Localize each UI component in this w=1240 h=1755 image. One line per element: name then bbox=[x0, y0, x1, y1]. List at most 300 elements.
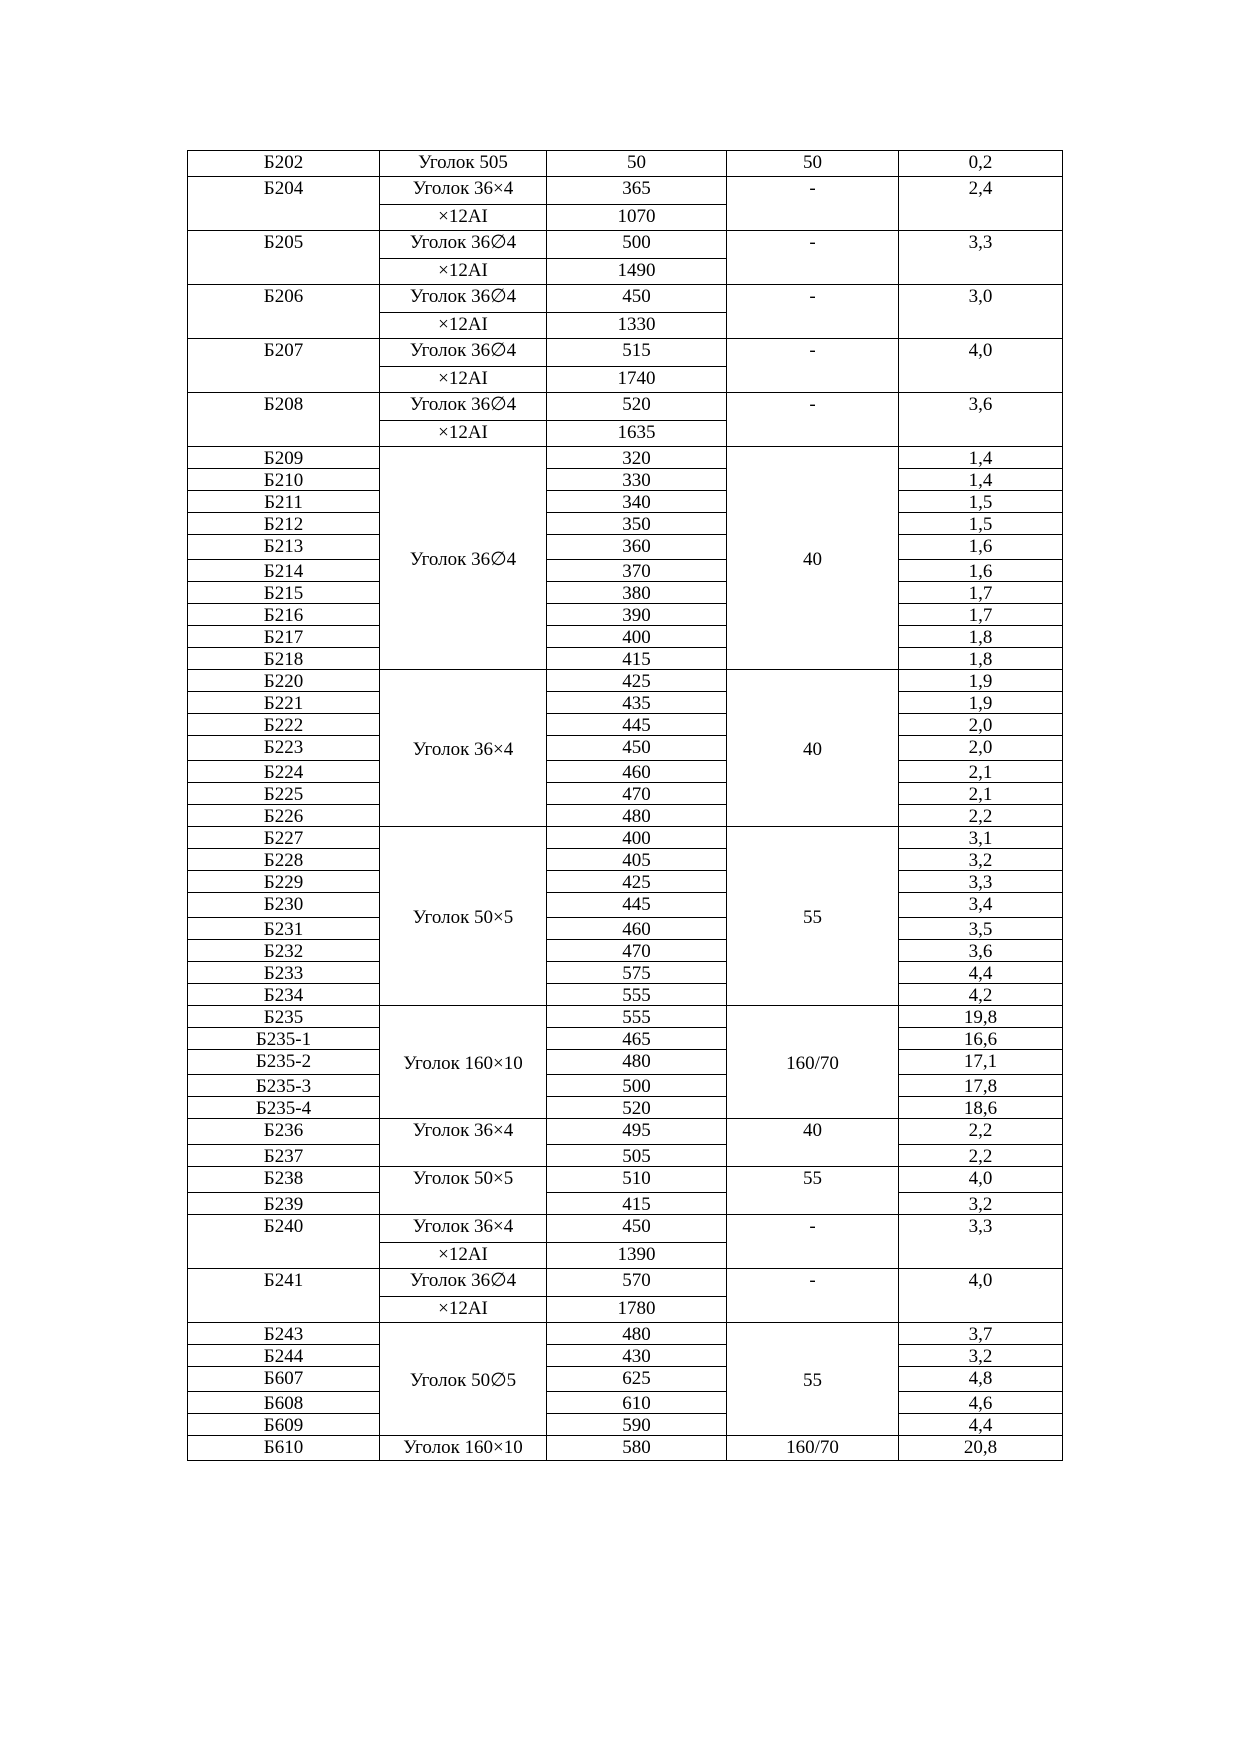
cell-text: 3,3 bbox=[968, 872, 993, 893]
cell-text: ×12АI bbox=[438, 368, 488, 389]
cell-text: Б228 bbox=[263, 850, 304, 871]
cell-text: 4,2 bbox=[968, 985, 993, 1006]
cell-text: 19,8 bbox=[963, 1007, 998, 1028]
cell-text: ×12АI bbox=[438, 422, 488, 443]
cell-text: 2,4 bbox=[968, 178, 993, 199]
cell-text: 1,4 bbox=[968, 470, 993, 491]
table-cell bbox=[727, 231, 899, 285]
table-cell bbox=[727, 393, 899, 447]
table-cell bbox=[188, 151, 380, 177]
table-cell bbox=[899, 962, 1063, 984]
table-cell bbox=[547, 231, 727, 259]
table-cell bbox=[547, 1269, 727, 1297]
table-cell bbox=[380, 447, 547, 670]
cell-text: 570 bbox=[622, 1270, 651, 1291]
cell-text: 0,2 bbox=[968, 152, 993, 173]
table-row bbox=[188, 1367, 1063, 1392]
table-cell bbox=[899, 761, 1063, 783]
cell-text: - bbox=[809, 1216, 816, 1237]
table-row bbox=[188, 761, 1063, 783]
table-cell bbox=[547, 736, 727, 761]
cell-text: Б244 bbox=[263, 1346, 304, 1367]
table-cell bbox=[547, 1097, 727, 1119]
table-cell bbox=[547, 1167, 727, 1193]
cell-text: Б608 bbox=[263, 1393, 304, 1414]
cell-text: Б211 bbox=[264, 492, 303, 513]
cell-text: 610 bbox=[622, 1393, 651, 1414]
table-cell bbox=[547, 626, 727, 648]
table-cell bbox=[380, 670, 547, 827]
cell-text: 2,2 bbox=[968, 1120, 993, 1141]
table-cell bbox=[899, 1367, 1063, 1392]
table-cell bbox=[188, 670, 380, 692]
table-cell bbox=[899, 849, 1063, 871]
cell-text: - bbox=[809, 394, 816, 415]
cell-text: 1,9 bbox=[968, 671, 993, 692]
table-row bbox=[188, 1269, 1063, 1297]
table-cell bbox=[188, 871, 380, 893]
table-cell bbox=[188, 339, 380, 393]
cell-text: ×12АI bbox=[438, 1298, 488, 1319]
table-cell bbox=[899, 513, 1063, 535]
cell-text: Б235 bbox=[263, 1007, 304, 1028]
table-cell bbox=[188, 1269, 380, 1323]
cell-text: 480 bbox=[622, 1324, 651, 1345]
table-cell bbox=[899, 940, 1063, 962]
table-cell bbox=[899, 604, 1063, 626]
table-cell bbox=[188, 535, 380, 560]
table-cell bbox=[899, 1050, 1063, 1075]
cell-text: 1,8 bbox=[968, 649, 993, 670]
table-cell bbox=[188, 692, 380, 714]
table-cell bbox=[188, 231, 380, 285]
cell-text: 370 bbox=[622, 561, 651, 582]
table-cell bbox=[547, 535, 727, 560]
cell-text: - bbox=[809, 232, 816, 253]
table-cell bbox=[899, 1436, 1063, 1461]
cell-text: 365 bbox=[622, 178, 651, 199]
table-cell bbox=[188, 805, 380, 827]
cell-text: Уголок 36∅4 bbox=[409, 1270, 517, 1291]
table-row bbox=[188, 447, 1063, 469]
table-cell bbox=[188, 761, 380, 783]
table-cell bbox=[188, 285, 380, 339]
table-cell bbox=[899, 1075, 1063, 1097]
table-cell bbox=[547, 1145, 727, 1167]
cell-text: 1,5 bbox=[968, 492, 993, 513]
cell-text: 1,6 bbox=[968, 561, 993, 582]
cell-text: 3,1 bbox=[968, 828, 993, 849]
cell-text: 460 bbox=[622, 919, 651, 940]
table-cell bbox=[380, 339, 547, 367]
cell-text: 3,6 bbox=[968, 941, 993, 962]
table-cell bbox=[380, 1269, 547, 1297]
table-row bbox=[188, 491, 1063, 513]
table-cell bbox=[547, 313, 727, 339]
table-cell bbox=[188, 1436, 380, 1461]
table-cell bbox=[188, 648, 380, 670]
cell-text: 445 bbox=[622, 894, 651, 915]
table-cell bbox=[547, 849, 727, 871]
table-cell bbox=[727, 1323, 899, 1436]
cell-text: 330 bbox=[622, 470, 651, 491]
table-cell bbox=[899, 1323, 1063, 1345]
cell-text: 1,8 bbox=[968, 627, 993, 648]
table-cell bbox=[547, 648, 727, 670]
cell-text: Б216 bbox=[263, 605, 304, 626]
cell-text: 3,2 bbox=[968, 1194, 993, 1215]
table-row bbox=[188, 849, 1063, 871]
cell-text: Уголок 36∅4 bbox=[409, 340, 517, 361]
table-cell bbox=[547, 918, 727, 940]
cell-text: 350 bbox=[622, 514, 651, 535]
cell-text: 400 bbox=[622, 828, 651, 849]
cell-text: Б235-2 bbox=[255, 1051, 312, 1072]
table-cell bbox=[899, 783, 1063, 805]
table-cell bbox=[899, 984, 1063, 1006]
cell-text: Б227 bbox=[263, 828, 304, 849]
table-cell bbox=[547, 1367, 727, 1392]
cell-text: Уголок 36×4 bbox=[412, 178, 514, 199]
cell-text: 4,6 bbox=[968, 1393, 993, 1414]
table-cell bbox=[727, 151, 899, 177]
table-cell bbox=[899, 1145, 1063, 1167]
table-row bbox=[188, 692, 1063, 714]
cell-text: Уголок 505 bbox=[418, 152, 508, 173]
table-cell bbox=[547, 761, 727, 783]
cell-text: Б213 bbox=[263, 536, 304, 557]
table-row bbox=[188, 1006, 1063, 1028]
cell-text: 2,0 bbox=[968, 737, 993, 758]
table-row bbox=[188, 783, 1063, 805]
table-cell bbox=[188, 491, 380, 513]
table-cell bbox=[547, 604, 727, 626]
table-cell bbox=[188, 1367, 380, 1392]
cell-text: 3,7 bbox=[968, 1324, 993, 1345]
cell-text: 55 bbox=[803, 1369, 822, 1391]
table-row bbox=[188, 1075, 1063, 1097]
table-cell bbox=[899, 893, 1063, 918]
table-cell bbox=[899, 1215, 1063, 1269]
cell-text: Уголок 50∅5 bbox=[409, 1369, 517, 1391]
table-cell bbox=[727, 1119, 899, 1167]
cell-text: 160/70 bbox=[786, 1437, 839, 1458]
cell-text: 400 bbox=[622, 627, 651, 648]
table-cell bbox=[380, 231, 547, 259]
table-cell bbox=[547, 259, 727, 285]
cell-text: ×12АI bbox=[438, 314, 488, 335]
table-cell bbox=[547, 893, 727, 918]
cell-text: 495 bbox=[622, 1120, 651, 1141]
cell-text: 16,6 bbox=[963, 1029, 998, 1050]
table-cell bbox=[188, 1323, 380, 1345]
table-cell bbox=[547, 582, 727, 604]
table-cell bbox=[547, 421, 727, 447]
cell-text: Б208 bbox=[263, 394, 304, 415]
cell-text: 1,7 bbox=[968, 605, 993, 626]
table-cell bbox=[547, 1414, 727, 1436]
table-row bbox=[188, 469, 1063, 491]
table-cell bbox=[547, 1006, 727, 1028]
table-row bbox=[188, 1215, 1063, 1243]
table-cell bbox=[188, 1392, 380, 1414]
table-cell bbox=[899, 918, 1063, 940]
cell-text: Б205 bbox=[263, 232, 304, 253]
cell-text: Б209 bbox=[263, 448, 304, 469]
cell-text: Б229 bbox=[263, 872, 304, 893]
cell-text: 520 bbox=[622, 394, 651, 415]
table-cell bbox=[188, 560, 380, 582]
cell-text: 460 bbox=[622, 762, 651, 783]
table-row bbox=[188, 231, 1063, 259]
table-cell bbox=[188, 1215, 380, 1269]
cell-text: 555 bbox=[622, 1007, 651, 1028]
table-row bbox=[188, 648, 1063, 670]
table-cell bbox=[188, 1050, 380, 1075]
table-row bbox=[188, 626, 1063, 648]
table-cell bbox=[188, 1167, 380, 1193]
cell-text: 520 bbox=[622, 1098, 651, 1119]
table-cell bbox=[899, 151, 1063, 177]
cell-text: 3,6 bbox=[968, 394, 993, 415]
table-cell bbox=[899, 871, 1063, 893]
table-cell bbox=[899, 1097, 1063, 1119]
table-cell bbox=[188, 783, 380, 805]
table-cell bbox=[188, 940, 380, 962]
cell-text: ×12АI bbox=[438, 1244, 488, 1265]
cell-text: ×12АI bbox=[438, 206, 488, 227]
table-cell bbox=[547, 1050, 727, 1075]
table-cell bbox=[547, 1243, 727, 1269]
table-cell bbox=[380, 1006, 547, 1119]
cell-text: 55 bbox=[803, 906, 822, 928]
cell-text: 55 bbox=[803, 1168, 822, 1189]
table-cell bbox=[899, 177, 1063, 231]
table-row bbox=[188, 827, 1063, 849]
table-cell bbox=[899, 670, 1063, 692]
table-cell bbox=[727, 1436, 899, 1461]
table-cell bbox=[547, 491, 727, 513]
cell-text: 3,2 bbox=[968, 1346, 993, 1367]
cell-text: - bbox=[809, 286, 816, 307]
cell-text: 500 bbox=[622, 232, 651, 253]
table-row bbox=[188, 560, 1063, 582]
cell-text: Б235-1 bbox=[255, 1029, 312, 1050]
cell-text: 2,0 bbox=[968, 715, 993, 736]
table-cell bbox=[899, 1006, 1063, 1028]
table-body bbox=[188, 151, 1063, 1461]
table-cell bbox=[188, 918, 380, 940]
table-cell bbox=[380, 1215, 547, 1243]
cell-text: Б218 bbox=[263, 649, 304, 670]
table-cell bbox=[188, 893, 380, 918]
table-row bbox=[188, 151, 1063, 177]
table-cell bbox=[727, 1006, 899, 1119]
table-cell bbox=[380, 1297, 547, 1323]
cell-text: 3,3 bbox=[968, 1216, 993, 1237]
table-cell bbox=[188, 736, 380, 761]
table-cell bbox=[899, 626, 1063, 648]
table-cell bbox=[727, 1167, 899, 1215]
table-cell bbox=[380, 205, 547, 231]
table-cell bbox=[547, 151, 727, 177]
table-cell bbox=[547, 1436, 727, 1461]
cell-text: 1,6 bbox=[968, 536, 993, 557]
table-cell bbox=[899, 1269, 1063, 1323]
cell-text: Б233 bbox=[263, 963, 304, 984]
cell-text: 1390 bbox=[617, 1244, 656, 1265]
cell-text: Б221 bbox=[263, 693, 304, 714]
table-cell bbox=[547, 984, 727, 1006]
table-cell bbox=[380, 1323, 547, 1436]
table-cell bbox=[380, 285, 547, 313]
table-cell bbox=[547, 783, 727, 805]
cell-text: 340 bbox=[622, 492, 651, 513]
table-cell bbox=[899, 827, 1063, 849]
cell-text: 1780 bbox=[617, 1298, 656, 1319]
cell-text: Б220 bbox=[263, 671, 304, 692]
cell-text: Уголок 160×10 bbox=[403, 1052, 523, 1074]
table-row bbox=[188, 1145, 1063, 1167]
table-cell bbox=[727, 827, 899, 1006]
table-cell bbox=[547, 447, 727, 469]
table-cell bbox=[727, 1215, 899, 1269]
table-cell bbox=[727, 177, 899, 231]
cell-text: 405 bbox=[622, 850, 651, 871]
table-cell bbox=[547, 871, 727, 893]
table-row bbox=[188, 1436, 1063, 1461]
cell-text: 4,0 bbox=[968, 1270, 993, 1291]
table-row bbox=[188, 582, 1063, 604]
cell-text: 480 bbox=[622, 806, 651, 827]
table-cell bbox=[727, 670, 899, 827]
table-row bbox=[188, 805, 1063, 827]
table-cell bbox=[547, 1193, 727, 1215]
table-row bbox=[188, 1323, 1063, 1345]
table-cell bbox=[547, 714, 727, 736]
table-cell bbox=[899, 560, 1063, 582]
table-cell bbox=[380, 1167, 547, 1215]
cell-text: Б610 bbox=[263, 1437, 304, 1458]
cell-text: 40 bbox=[803, 738, 822, 760]
table-cell bbox=[899, 393, 1063, 447]
table-row bbox=[188, 393, 1063, 421]
table-cell bbox=[547, 1215, 727, 1243]
table-cell bbox=[899, 714, 1063, 736]
table-row bbox=[188, 604, 1063, 626]
table-cell bbox=[547, 177, 727, 205]
table-cell bbox=[899, 339, 1063, 393]
table-cell bbox=[547, 560, 727, 582]
table-cell bbox=[188, 393, 380, 447]
table-cell bbox=[547, 393, 727, 421]
table-row bbox=[188, 1097, 1063, 1119]
table-row bbox=[188, 736, 1063, 761]
cell-text: Б609 bbox=[263, 1415, 304, 1436]
table-cell bbox=[188, 469, 380, 491]
table-row bbox=[188, 1414, 1063, 1436]
cell-text: Уголок 50×5 bbox=[412, 1168, 514, 1189]
table-cell bbox=[547, 205, 727, 231]
cell-text: 1490 bbox=[617, 260, 656, 281]
cell-text: 320 bbox=[622, 448, 651, 469]
table-cell bbox=[547, 1028, 727, 1050]
cell-text: Б212 bbox=[263, 514, 304, 535]
table-row bbox=[188, 1345, 1063, 1367]
table-cell bbox=[380, 1119, 547, 1167]
cell-text: 160/70 bbox=[786, 1052, 839, 1074]
cell-text: 590 bbox=[622, 1415, 651, 1436]
cell-text: 4,0 bbox=[968, 340, 993, 361]
table-row bbox=[188, 940, 1063, 962]
cell-text: Б241 bbox=[263, 1270, 304, 1291]
table-cell bbox=[547, 1075, 727, 1097]
cell-text: 20,8 bbox=[963, 1437, 998, 1458]
table-cell bbox=[727, 339, 899, 393]
cell-text: 470 bbox=[622, 941, 651, 962]
table-cell bbox=[899, 736, 1063, 761]
cell-text: 450 bbox=[622, 737, 651, 758]
table-row bbox=[188, 1392, 1063, 1414]
table-row bbox=[188, 177, 1063, 205]
cell-text: 555 bbox=[622, 985, 651, 1006]
table-cell bbox=[727, 285, 899, 339]
table-row bbox=[188, 670, 1063, 692]
table-cell bbox=[188, 714, 380, 736]
cell-text: Б230 bbox=[263, 894, 304, 915]
cell-text: - bbox=[809, 178, 816, 199]
table-cell bbox=[899, 1028, 1063, 1050]
table-cell bbox=[547, 513, 727, 535]
table-cell bbox=[188, 1345, 380, 1367]
table-cell bbox=[547, 339, 727, 367]
cell-text: Б234 bbox=[263, 985, 304, 1006]
table-cell bbox=[547, 1392, 727, 1414]
table-cell bbox=[188, 1145, 380, 1167]
table-cell bbox=[188, 177, 380, 231]
table-cell bbox=[188, 984, 380, 1006]
table-cell bbox=[547, 940, 727, 962]
cell-text: Б239 bbox=[263, 1194, 304, 1215]
table-cell bbox=[188, 1075, 380, 1097]
cell-text: 4,4 bbox=[968, 1415, 993, 1436]
cell-text: 40 bbox=[803, 1120, 822, 1141]
cell-text: 390 bbox=[622, 605, 651, 626]
cell-text: 435 bbox=[622, 693, 651, 714]
cell-text: 515 bbox=[622, 340, 651, 361]
cell-text: Б207 bbox=[263, 340, 304, 361]
table-cell bbox=[380, 1436, 547, 1461]
table-row bbox=[188, 893, 1063, 918]
cell-text: 3,5 bbox=[968, 919, 993, 940]
cell-text: Б206 bbox=[263, 286, 304, 307]
cell-text: Б237 bbox=[263, 1146, 304, 1167]
table-cell bbox=[727, 1269, 899, 1323]
table-cell bbox=[188, 849, 380, 871]
table-cell bbox=[547, 469, 727, 491]
cell-text: 1330 bbox=[617, 314, 656, 335]
cell-text: Б210 bbox=[263, 470, 304, 491]
table-cell bbox=[380, 177, 547, 205]
table-row bbox=[188, 1050, 1063, 1075]
cell-text: 17,1 bbox=[963, 1051, 998, 1072]
cell-text: Уголок 36×4 bbox=[412, 1216, 514, 1237]
cell-text: Б225 bbox=[263, 784, 304, 805]
table-cell bbox=[727, 447, 899, 670]
table-row bbox=[188, 871, 1063, 893]
table-cell bbox=[899, 491, 1063, 513]
table-cell bbox=[188, 827, 380, 849]
